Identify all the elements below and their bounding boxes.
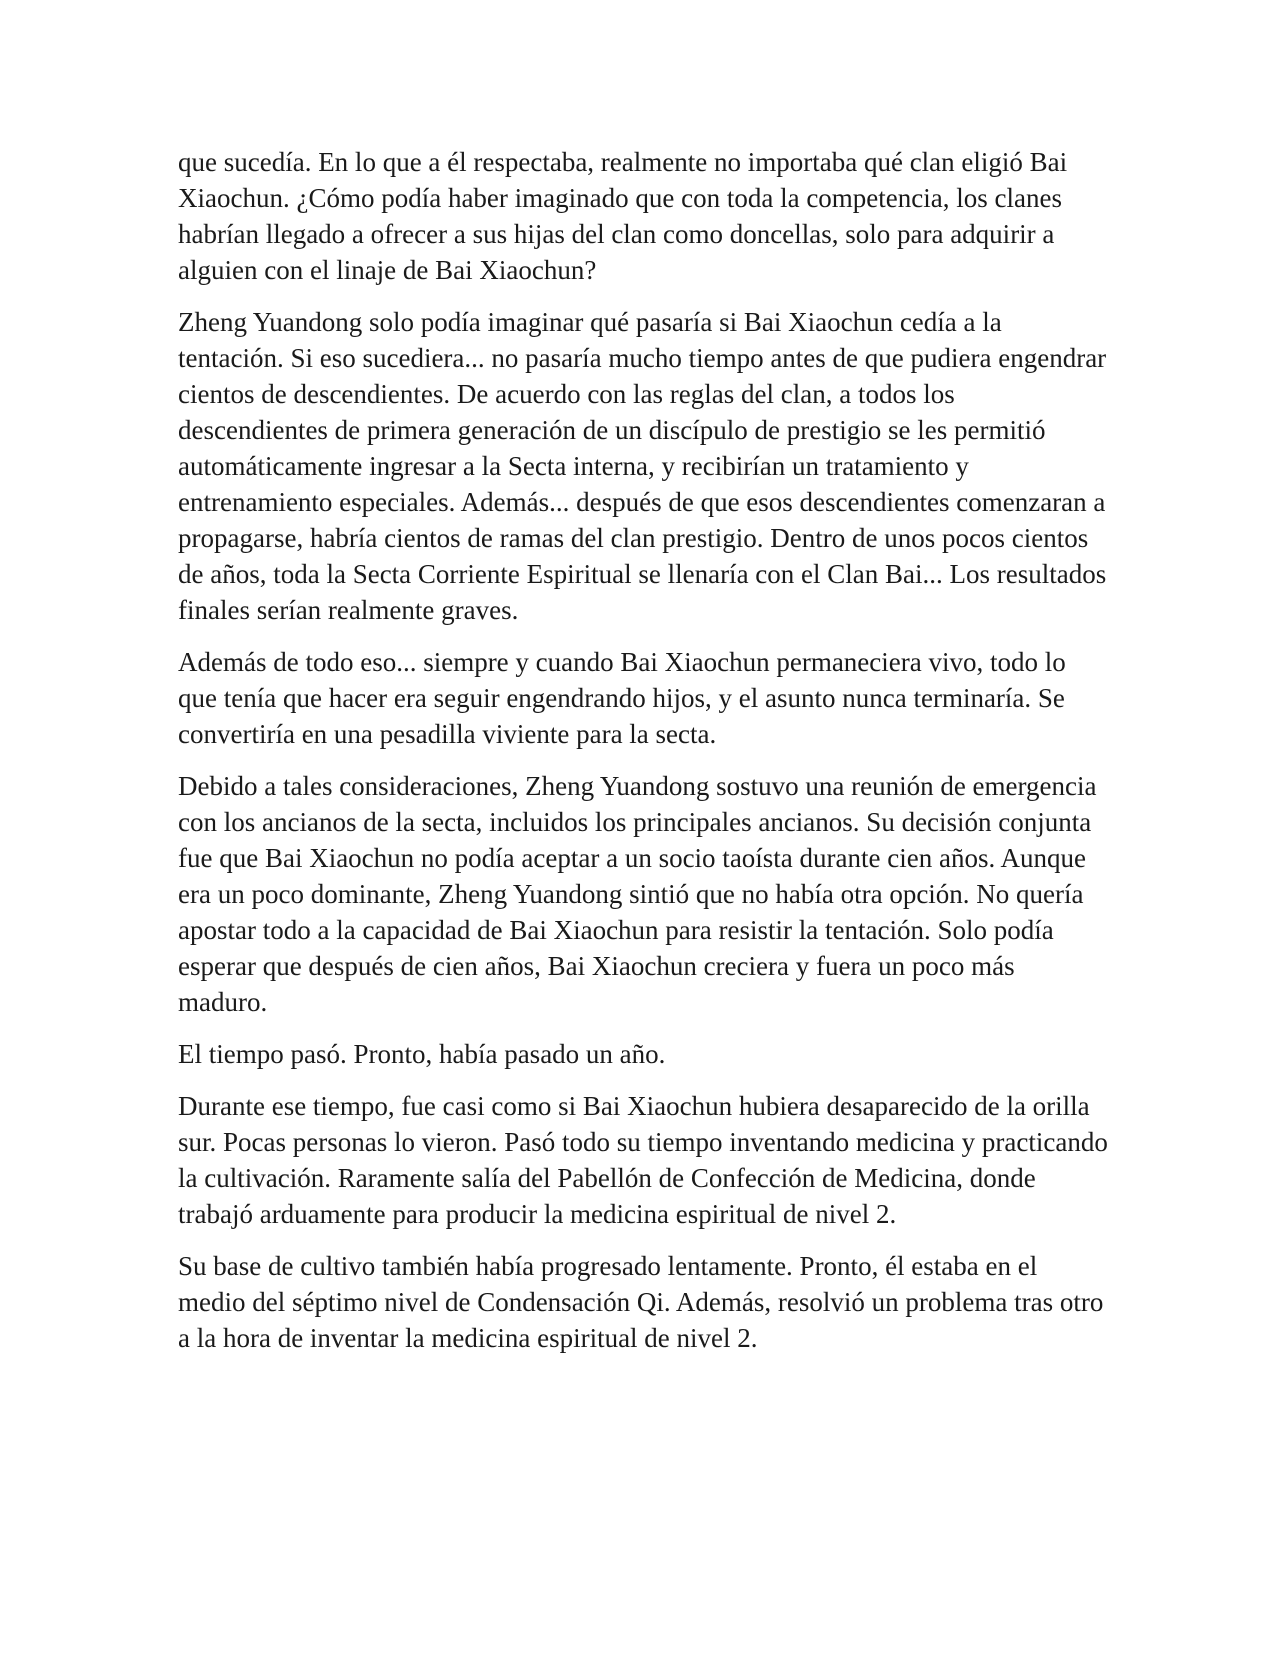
paragraph: Zheng Yuandong solo podía imaginar qué pasaría si Bai Xiaochun cedía a la tentación. Si eso sucediera... no pasaría mucho tiempo antes de que pudiera engendrar cientos de descendientes. De acuerdo con las reglas del clan, a todos los descendientes de primera generación de un discípulo de prestigio se les permitió automáticamente ingresar a la Secta interna, y recibirían un tratamiento y entrenamiento especiales. Además... después de que esos descendientes comenzaran a propagarse, habría cientos de ramas del clan prestigio. Dentro de unos pocos cientos de años, toda la Secta Corriente Espiritual se llenaría con el Clan Bai... Los resultados finales serían realmente graves. [178, 307, 1107, 625]
paragraph: El tiempo pasó. Pronto, había pasado un año. [178, 1039, 666, 1069]
paragraph: Su base de cultivo también había progresado lentamente. Pronto, él estaba en el medio del séptimo nivel de Condensación Qi. Además, resolvió un problema tras otro a la hora de inventar la medicina espiritual de nivel 2. [178, 1251, 1104, 1353]
paragraph: Debido a tales consideraciones, Zheng Yuandong sostuvo una reunión de emergencia con los ancianos de la secta, incluidos los principales ancianos. Su decisión conjunta fue que Bai Xiaochun no podía aceptar a un socio taoísta durante cien años. Aunque era un poco dominante, Zheng Yuandong sintió que no había otra opción. No quería apostar todo a la capacidad de Bai Xiaochun para resistir la tentación. Solo podía esperar que después de cien años, Bai Xiaochun creciera y fuera un poco más maduro. [178, 771, 1097, 1017]
paragraph: que sucedía. En lo que a él respectaba, realmente no importaba qué clan eligió Bai Xiaochun. ¿Cómo podía haber imaginado que con toda la competencia, los clanes habrían llegado a ofrecer a sus hijas del clan como doncellas, solo para adquirir a alguien con el linaje de Bai Xiaochun? [178, 147, 1068, 285]
document-body [178, 144, 1108, 1372]
paragraph: Además de todo eso... siempre y cuando Bai Xiaochun permaneciera vivo, todo lo que tenía que hacer era seguir engendrando hijos, y el asunto nunca terminaría. Se convertiría en una pesadilla viviente para la secta. [178, 647, 1066, 749]
paragraph: Durante ese tiempo, fue casi como si Bai Xiaochun hubiera desaparecido de la orilla sur. Pocas personas lo vieron. Pasó todo su tiempo inventando medicina y practicando la cultivación. Raramente salía del Pabellón de Confección de Medicina, donde trabajó arduamente para producir la medicina espiritual de nivel 2. [178, 1091, 1108, 1229]
